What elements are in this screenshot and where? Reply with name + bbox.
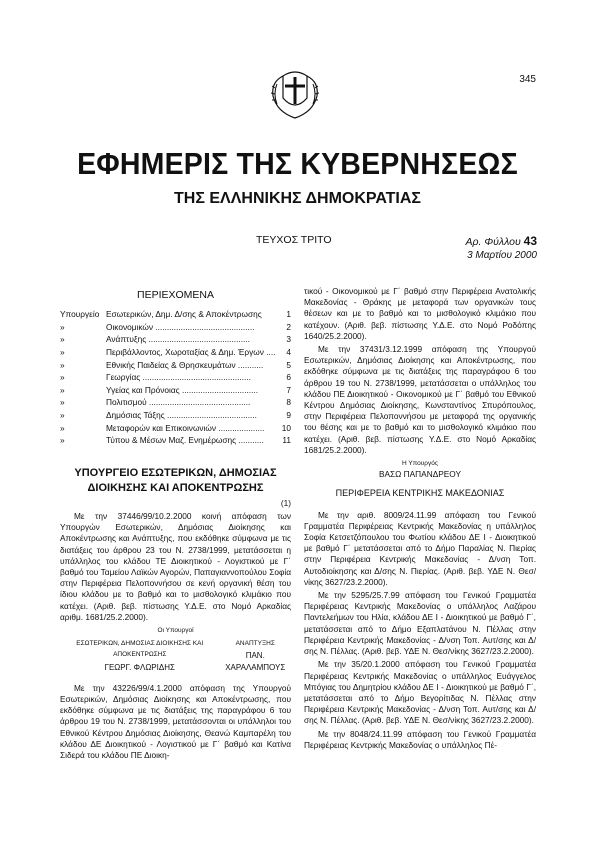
toc-entry-label: Μεταφορών και Επικοινωνιών ....................: [106, 422, 265, 433]
decision-paragraph: τικού - Οικονομικού με Γ΄ βαθμό στην Περιφέρεια Ανατολικής Μακεδονίας - Θράκης με μεταφορά των οργανικών τους θέσεων και με το βαθμό και το μισθολογικό κλιμάκιο που κατέχουν. (Αριθ. βεβ. πίστωσης Υ.Δ.Ε. στο Νομό Ροδόπης 1640/25.2.2000).: [304, 286, 536, 341]
decision-paragraph: Με την 43226/99/4.1.2000 απόφαση της Υπουργού Εσωτερικών, Δημόσιας Διοίκησης και Αποκέντρωσης, που εκδόθηκε σύμφωνα με τις διατάξεις της παραγράφου 6 του άρθρου 19 του Ν. 2738/1999, μετατάσσονται οι υπάλληλοι του Εθνικού Κέντρου Δημόσιας Διοίκησης, Θεανώ Καμπαρέλη του κλάδου ΔΕ Διοικητικού - Λογιστικού με Γ΄ βαθμό και Κατίνα Σιδερά του κλάδου ΠΕ Διοικη-: [60, 682, 291, 760]
toc-row: [60, 435, 291, 448]
issue-label: ΤΕΥΧΟΣ ΤΡΙΤΟ: [256, 234, 332, 246]
decision-paragraph: Με την 5295/25.7.99 απόφαση του Γενικού Γραμματέα Περιφέρειας Κεντρικής Μακεδονίας ο υπάλληλος Λαζάρου Παντελεήμων του Ηλία, κλάδου ΔΕ Ι - Διοικητικού με βαθμό Γ΄, μετατάσσεται από το Δήμο Εξαπλατάνου Ν. Πέλλας στην Περιφέρεια Κεντρικής Μακεδονίας - Δ/νση Τοπ. Αυτ/σης και Δ/σης Ν. Πέλλας. (Αριθ. βεβ. ΥΔΕ Ν. Θεσ/νίκης 3627/23.2.2000).: [304, 590, 536, 657]
gazette-subtitle: ΤΗΣ ΕΛΛΗΝΙΚΗΣ ΔΗΜΟΚΡΑΤΙΑΣ: [174, 190, 421, 207]
toc-page-number: 2: [286, 321, 291, 332]
toc-row: [60, 372, 291, 385]
right-column: [304, 286, 536, 753]
toc-row: [60, 385, 291, 398]
sheet-number: 43: [523, 234, 537, 248]
ministry-heading-line2: ΔΙΟΙΚΗΣΗΣ ΚΑΙ ΑΠΟΚΕΝΤΡΩΣΗΣ: [87, 481, 264, 494]
toc-page-number: 1: [286, 309, 291, 320]
toc-page-number: 7: [286, 384, 291, 395]
left-column: [60, 290, 291, 763]
toc-entry-label: Ανάπτυξης ............................................: [106, 334, 250, 345]
toc-page-number: 3: [286, 334, 291, 345]
toc-page-number: 5: [286, 359, 291, 370]
toc-row: [60, 334, 291, 347]
region-heading: ΠΕΡΙΦΕΡΕΙΑ ΚΕΝΤΡΙΚΗΣ ΜΑΚΕΔΟΝΙΑΣ: [335, 488, 505, 499]
toc-ministry-prefix: »: [60, 397, 65, 408]
toc-entry-label: Εθνικής Παιδείας & Θρησκευμάτων ...........: [106, 359, 264, 370]
issue-date: 3 Μαρτίου 2000: [467, 250, 537, 261]
decision-paragraph: Με την 37446/99/10.2.2000 κοινή απόφαση των Υπουργών Εσωτερικών, Δημόσιας Διοίκησης και Αποκέντρωσης και Ανάπτυξης, που εκδόθηκε σύμφωνα με τις διατάξεις του άρθρου 23 του Ν. 2738/1999, μετατάσσεται η υπάλληλος του κλάδου ΤΕ Διοικητικού - Λογιστικού με Γ΄ βαθμό του Ταμείου Λαϊκών Αγορών, Παπαγιαννοπούλου Σοφία στην Περιφέρεια Πελοποννήσου σε κενή οργανική θέση του ίδιου κλάδου με το βαθμό και το μισθολογικό κλιμάκιο που κατέχει. (Αριθ. βεβ. πίστωσης Υ.Δ.Ε. στο Νομό Αρκαδίας αριθμ. 1681/25.2.2000).: [60, 510, 291, 622]
toc-page-number: 6: [286, 372, 291, 383]
ministry-heading-line1: ΥΠΟΥΡΓΕΙΟ ΕΣΩΤΕΡΙΚΩΝ, ΔΗΜΟΣΙΑΣ: [74, 466, 277, 479]
sheet-label: Αρ. Φύλλου: [465, 236, 521, 248]
toc-ministry-prefix: »: [60, 372, 65, 383]
decision-number: (1): [280, 497, 291, 508]
sheet-number-block: [466, 234, 538, 248]
toc-row: [60, 423, 291, 436]
toc-ministry-prefix: »: [60, 321, 65, 332]
decision-paragraph: Με την 8048/24.11.99 απόφαση του Γενικού Γραμματέα Περιφέρειας Κεντρικής Μακεδονίας ο υπάλληλος Πέ-: [304, 728, 536, 750]
signature-left-role: ΕΣΩΤΕΡΙΚΩΝ, ΔΗΜΟΣΙΑΣ ΔΙΟΙΚΗΣΗΣ ΚΑΙ ΑΠΟΚΕΝΤΡΩΣΗΣ: [76, 640, 204, 659]
toc-ministry-prefix: »: [60, 409, 65, 420]
toc-ministry-prefix: Υπουργείο: [60, 309, 100, 320]
toc-page-number: 4: [286, 346, 291, 357]
toc-page-number: 10: [281, 422, 291, 433]
toc-entry-label: Εσωτερικών, Δημ. Δ/σης & Αποκέντρωσης: [106, 309, 262, 320]
signature-role: Η Υπουργός: [402, 460, 438, 468]
signature-right-role: ΑΝΑΠΤΥΞΗΣ: [235, 640, 275, 648]
toc-ministry-prefix: »: [60, 422, 65, 433]
toc-heading: ΠΕΡΙΕΧΟΜΕΝΑ: [136, 289, 215, 301]
toc-row: [60, 360, 291, 373]
signature-block: [60, 638, 291, 673]
toc-entry-label: Πολιτισμού ............................................: [106, 397, 251, 408]
toc-ministry-prefix: »: [60, 384, 65, 395]
table-of-contents: [60, 309, 291, 448]
toc-entry-label: Γεωργίας ...............................................: [106, 372, 251, 383]
signature-left-name: ΓΕΩΡΓ. ΦΛΩΡΙΔΗΣ: [104, 662, 175, 672]
toc-ministry-prefix: »: [60, 435, 65, 446]
toc-entry-label: Δημόσιας Τάξης .......................................: [106, 409, 257, 420]
toc-entry-label: Υγείας και Πρόνοιας .................................: [106, 384, 259, 395]
toc-ministry-prefix: »: [60, 346, 65, 357]
toc-row: [60, 347, 291, 360]
signature-right-name: ΠΑΝ. ΧΑΡΑΛΑΜΠΟΥΣ: [225, 651, 286, 672]
gazette-title: ΕΦΗΜΕΡΙΣ ΤΗΣ ΚΥΒΕΡΝΗΣΕΩΣ: [77, 146, 518, 181]
toc-entry-label: Περιβάλλοντος, Χωροταξίας & Δημ. Έργων ....: [106, 346, 276, 357]
decision-paragraph: Με την 35/20.1.2000 απόφαση του Γενικού Γραμματέα Περιφέρειας Κεντρικής Μακεδονίας ο υπάλληλος Ευάγγελος Μπόγιας του Δημητρίου κλάδου ΔΕ Ι - Διοικητικού με βαθμό Γ΄, μετατάσσεται από το Δήμο Βεγορίτιδας Ν. Πέλλας στην Περιφέρεια Κεντρικής Μακεδονίας - Δ/νση Τοπ. Αυτ/σης και Δ/σης Ν. Πέλλας. (Αριθ. βεβ. ΥΔΕ Ν. Θεσ/νίκης 3627/23.2.2000).: [304, 659, 536, 726]
signature-name: ΒΑΣΩ ΠΑΠΑΝΔΡΕΟΥ: [378, 469, 462, 480]
toc-page-number: 8: [286, 397, 291, 408]
decision-paragraph: Με την 37431/3.12.1999 απόφαση της Υπουργού Εσωτερικών, Δημόσιας Διοίκησης και Αποκέντρωσης, που εκδόθηκε σύμφωνα με τις διατάξεις της παραγράφου 6 του άρθρου 19 του Ν. 2738/1999, μετατάσσεται ο υπάλληλος του κλάδου ΠΕ Διοικητικού - Οικονομικού με Γ΄ βαθμό του Εθνικού Κέντρου Δημόσιας Διοίκησης, Κωνσταντίνος Σπυρόπουλος, στην Περιφέρεια Πελοποννήσου με μεταφορά της οργανικής του θέσης και με το βαθμό και το μισθολογικό κλιμάκιο που κατέχει. (Αριθ. βεβ. πίστωσης Υ.Δ.Ε. στο Νομό Αρκαδίας 1681/25.2.2000).: [304, 344, 536, 455]
toc-page-number: 9: [286, 409, 291, 420]
signature-title: Οι Υπουργοί: [157, 626, 194, 634]
page-number: 345: [519, 74, 536, 85]
toc-row: [60, 309, 291, 322]
toc-row: [60, 397, 291, 410]
toc-row: [60, 410, 291, 423]
toc-entry-label: Τύπου & Μέσων Μαζ. Ενημέρωσης ...........: [106, 435, 264, 446]
toc-row: [60, 322, 291, 335]
toc-ministry-prefix: »: [60, 334, 65, 345]
toc-page-number: 11: [282, 435, 291, 446]
toc-ministry-prefix: »: [60, 359, 65, 370]
toc-entry-label: Οικονομικών ...........................................: [106, 321, 255, 332]
decision-paragraph: Με την αριθ. 8009/24.11.99 απόφαση του Γενικού Γραμματέα Περιφέρειας Κεντρικής Μακεδονίας η υπάλληλος Σοφία Κετσετζόπουλου του Φωτίου κλάδου ΔΕ Ι - Διοικητικού με βαθμό Γ΄ μετατάσσεται από το Δήμο Παραλίας Ν. Πιερίας στην Περιφέρεια Κεντρικής Μακεδονίας - Δ/νση Τοπ. Αυτοδιοίκησης και Δ/σης Ν. Πιερίας. (Αριθ. βεβ. ΥΔΕ Ν. Θεσ/νίκης 3627/23.2.2000).: [304, 509, 536, 587]
ministry-heading: [60, 466, 291, 496]
greek-coat-of-arms-icon: [267, 64, 323, 122]
